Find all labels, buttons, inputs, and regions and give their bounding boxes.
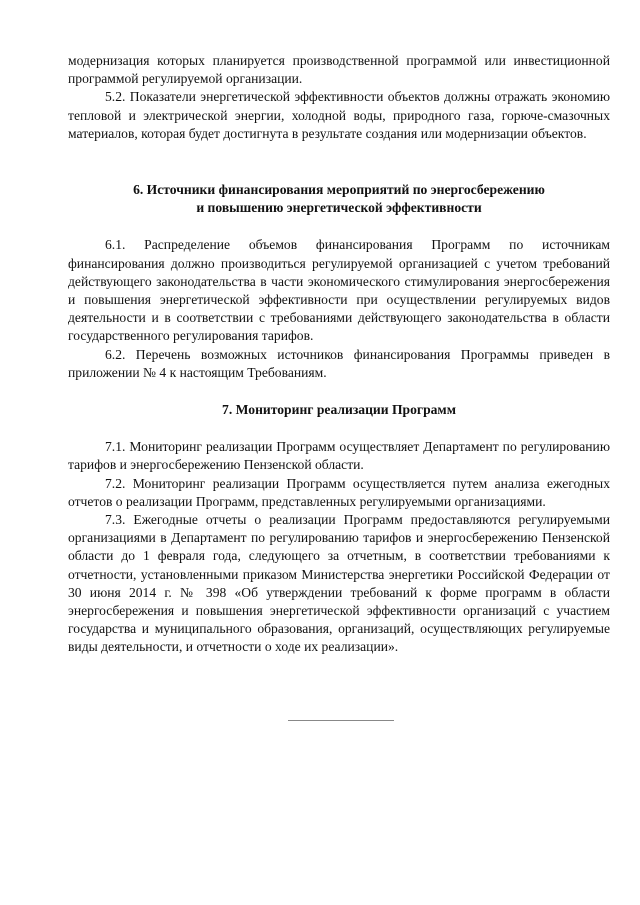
paragraph-5-2: 5.2. Показатели энергетической эффективности объектов должны отражать экономию тепловой и электрической энергии, холодной воды, природного газа, горюче-смазочных материалов, которая будет достигнута в результате создания или модернизации объектов. — [68, 89, 610, 141]
section-6-title-line2: и повышению энергетической эффективности — [196, 200, 482, 216]
section-6-title-line1: 6. Источники финансирования мероприятий по энергосбережению — [133, 182, 545, 198]
continuation-paragraph: модернизация которых планируется производственной программой или инвестиционной программой регулируемой организации. — [68, 53, 610, 87]
section-7-title: 7. Мониторинг реализации Программ — [222, 402, 456, 418]
document-page — [68, 52, 610, 657]
paragraph-7-1: 7.1. Мониторинг реализации Программ осуществляет Департамент по регулированию тарифов и энергосбережению Пензенской области. — [68, 439, 610, 473]
section-7-heading — [68, 401, 610, 419]
section-6-heading — [68, 181, 610, 217]
paragraph-6-1: 6.1. Распределение объемов финансирования Программ по источникам финансирования должно производиться регулируемой организацией с учетом требований действующего законодательства в части экономического стимулирования энергосбережения и повышения энергетической эффективности при осуществлении регулируемых видов деятельности и в соответствии с требованиями действующего законодательства в области государственного регулирования тарифов. — [68, 237, 610, 344]
paragraph-7-3: 7.3. Ежегодные отчеты о реализации Программ предоставляются регулируемыми организациями в Департамент по регулированию тарифов и энергосбережению Пензенской области до 1 февраля года, следующего за отчетным, в соответствии требованиями к отчетности, установленными приказом Министерства энергетики Российской Федерации от 30 июня 2014 г. № 398 «Об утверждении требований к форме программ в области энергосбережения и повышения энергетической эффективности организаций с участием государства и муниципального образования, организаций, осуществляющих регулируемые виды деятельности, и отчетности о ходе их реализации». — [68, 512, 610, 655]
paragraph-6-2: 6.2. Перечень возможных источников финансирования Программы приведен в приложении № 4 к настоящим Требованиям. — [68, 346, 610, 380]
end-divider-line — [288, 720, 394, 721]
paragraph-7-2: 7.2. Мониторинг реализации Программ осуществляется путем анализа ежегодных отчетов о реализации Программ, представленных регулируемыми организациями. — [68, 475, 610, 509]
